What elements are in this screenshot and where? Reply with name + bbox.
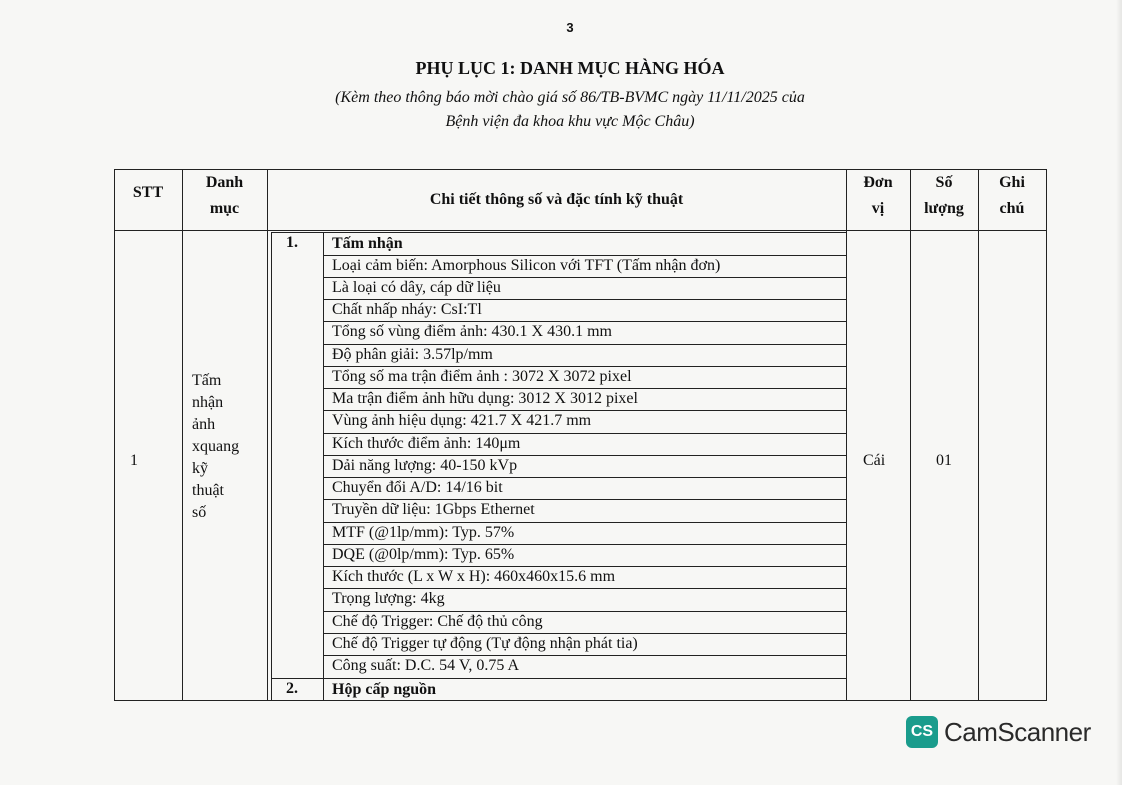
header-don-vi-line-1: Đơn	[863, 174, 893, 191]
row-so-luong: 01	[936, 452, 952, 469]
spec-line: Chế độ Trigger: Chế độ thủ công	[332, 613, 543, 630]
header-stt-label: STT	[132, 184, 164, 201]
subtitle-line-1: (Kèm theo thông báo mời chào giá số 86/TB-BVMC ngày 11/11/2025 của	[335, 89, 805, 106]
danh-muc-line: ảnh	[192, 416, 216, 433]
spec-line: Vùng ảnh hiệu dụng: 421.7 X 421.7 mm	[332, 412, 592, 429]
camscanner-watermark	[906, 716, 1091, 748]
spec-line: Truyền dữ liệu: 1Gbps Ethernet	[332, 501, 535, 518]
header-danh-muc	[182, 170, 267, 222]
spec-line: Kích thước điểm ảnh: 140μm	[332, 435, 521, 452]
item-2-title: Hộp cấp nguồn	[332, 681, 437, 698]
header-so-luong	[910, 170, 978, 222]
page-edge-shadow	[1116, 0, 1122, 785]
spec-line: Tổng số vùng điểm ảnh: 430.1 X 430.1 mm	[332, 323, 612, 340]
spec-line: Là loại có dây, cáp dữ liệu	[332, 279, 501, 296]
item-2-number: 2.	[286, 680, 298, 697]
danh-muc-line: xquang	[192, 438, 240, 455]
spec-line: Kích thước (L x W x H): 460x460x15.6 mm	[332, 568, 616, 585]
item-1-title: Tấm nhận	[332, 235, 403, 252]
spec-line: Trọng lượng: 4kg	[332, 590, 445, 607]
header-danh-muc-line-1: Danh	[205, 174, 244, 191]
danh-muc-line: số	[192, 504, 207, 521]
header-stt	[114, 180, 182, 206]
spec-line: MTF (@1lp/mm): Typ. 57%	[332, 524, 515, 541]
row-stt: 1	[130, 452, 138, 469]
header-so-luong-line-2: lượng	[924, 200, 964, 217]
camscanner-logo-icon: CS	[906, 716, 938, 748]
header-don-vi-line-2: vị	[871, 200, 885, 217]
subtitle-line-2: Bệnh viện đa khoa khu vực Mộc Châu)	[445, 113, 695, 130]
row-danh-muc	[192, 370, 239, 524]
spec-line: Chế độ Trigger tự động (Tự động nhận phát tia)	[332, 635, 638, 652]
page-title: PHỤ LỤC 1: DANH MỤC HÀNG HÓA	[415, 58, 725, 78]
spec-line: Loại cảm biến: Amorphous Silicon với TFT (Tấm nhận đơn)	[332, 257, 721, 274]
danh-muc-line: kỹ thuật	[192, 460, 224, 499]
spec-line: Độ phân giải: 3.57lp/mm	[332, 346, 493, 363]
header-ghi-chu	[978, 170, 1046, 222]
header-ghi-chu-line-1: Ghi	[999, 174, 1025, 191]
row-don-vi: Cái	[863, 452, 886, 469]
spec-line: Chất nhấp nháy: CsI:Tl	[332, 301, 482, 318]
camscanner-brand: CamScanner	[944, 716, 1091, 747]
spec-line: Công suất: D.C. 54 V, 0.75 A	[332, 657, 519, 674]
header-don-vi	[846, 170, 910, 222]
header-chi-tiet-label: Chi tiết thông số và đặc tính kỹ thuật	[429, 191, 684, 208]
header-ghi-chu-line-2: chú	[999, 200, 1025, 217]
danh-muc-line: Tấm nhận	[192, 372, 224, 411]
spec-line: Tổng số ma trận điểm ảnh : 3072 X 3072 pixel	[332, 368, 632, 385]
item-1-number: 1.	[286, 234, 298, 251]
page-number: 3	[566, 20, 574, 35]
spec-line: Chuyển đổi A/D: 14/16 bit	[332, 479, 503, 496]
header-danh-muc-line-2: mục	[209, 200, 240, 217]
spec-line: DQE (@0lp/mm): Typ. 65%	[332, 546, 515, 563]
spec-line: Dải năng lượng: 40-150 kVp	[332, 457, 518, 474]
header-chi-tiet	[267, 187, 846, 213]
page-subtitle	[0, 86, 1122, 134]
spec-line: Ma trận điểm ảnh hữu dụng: 3012 X 3012 pixel	[332, 390, 638, 407]
header-so-luong-line-1: Số	[935, 174, 953, 191]
